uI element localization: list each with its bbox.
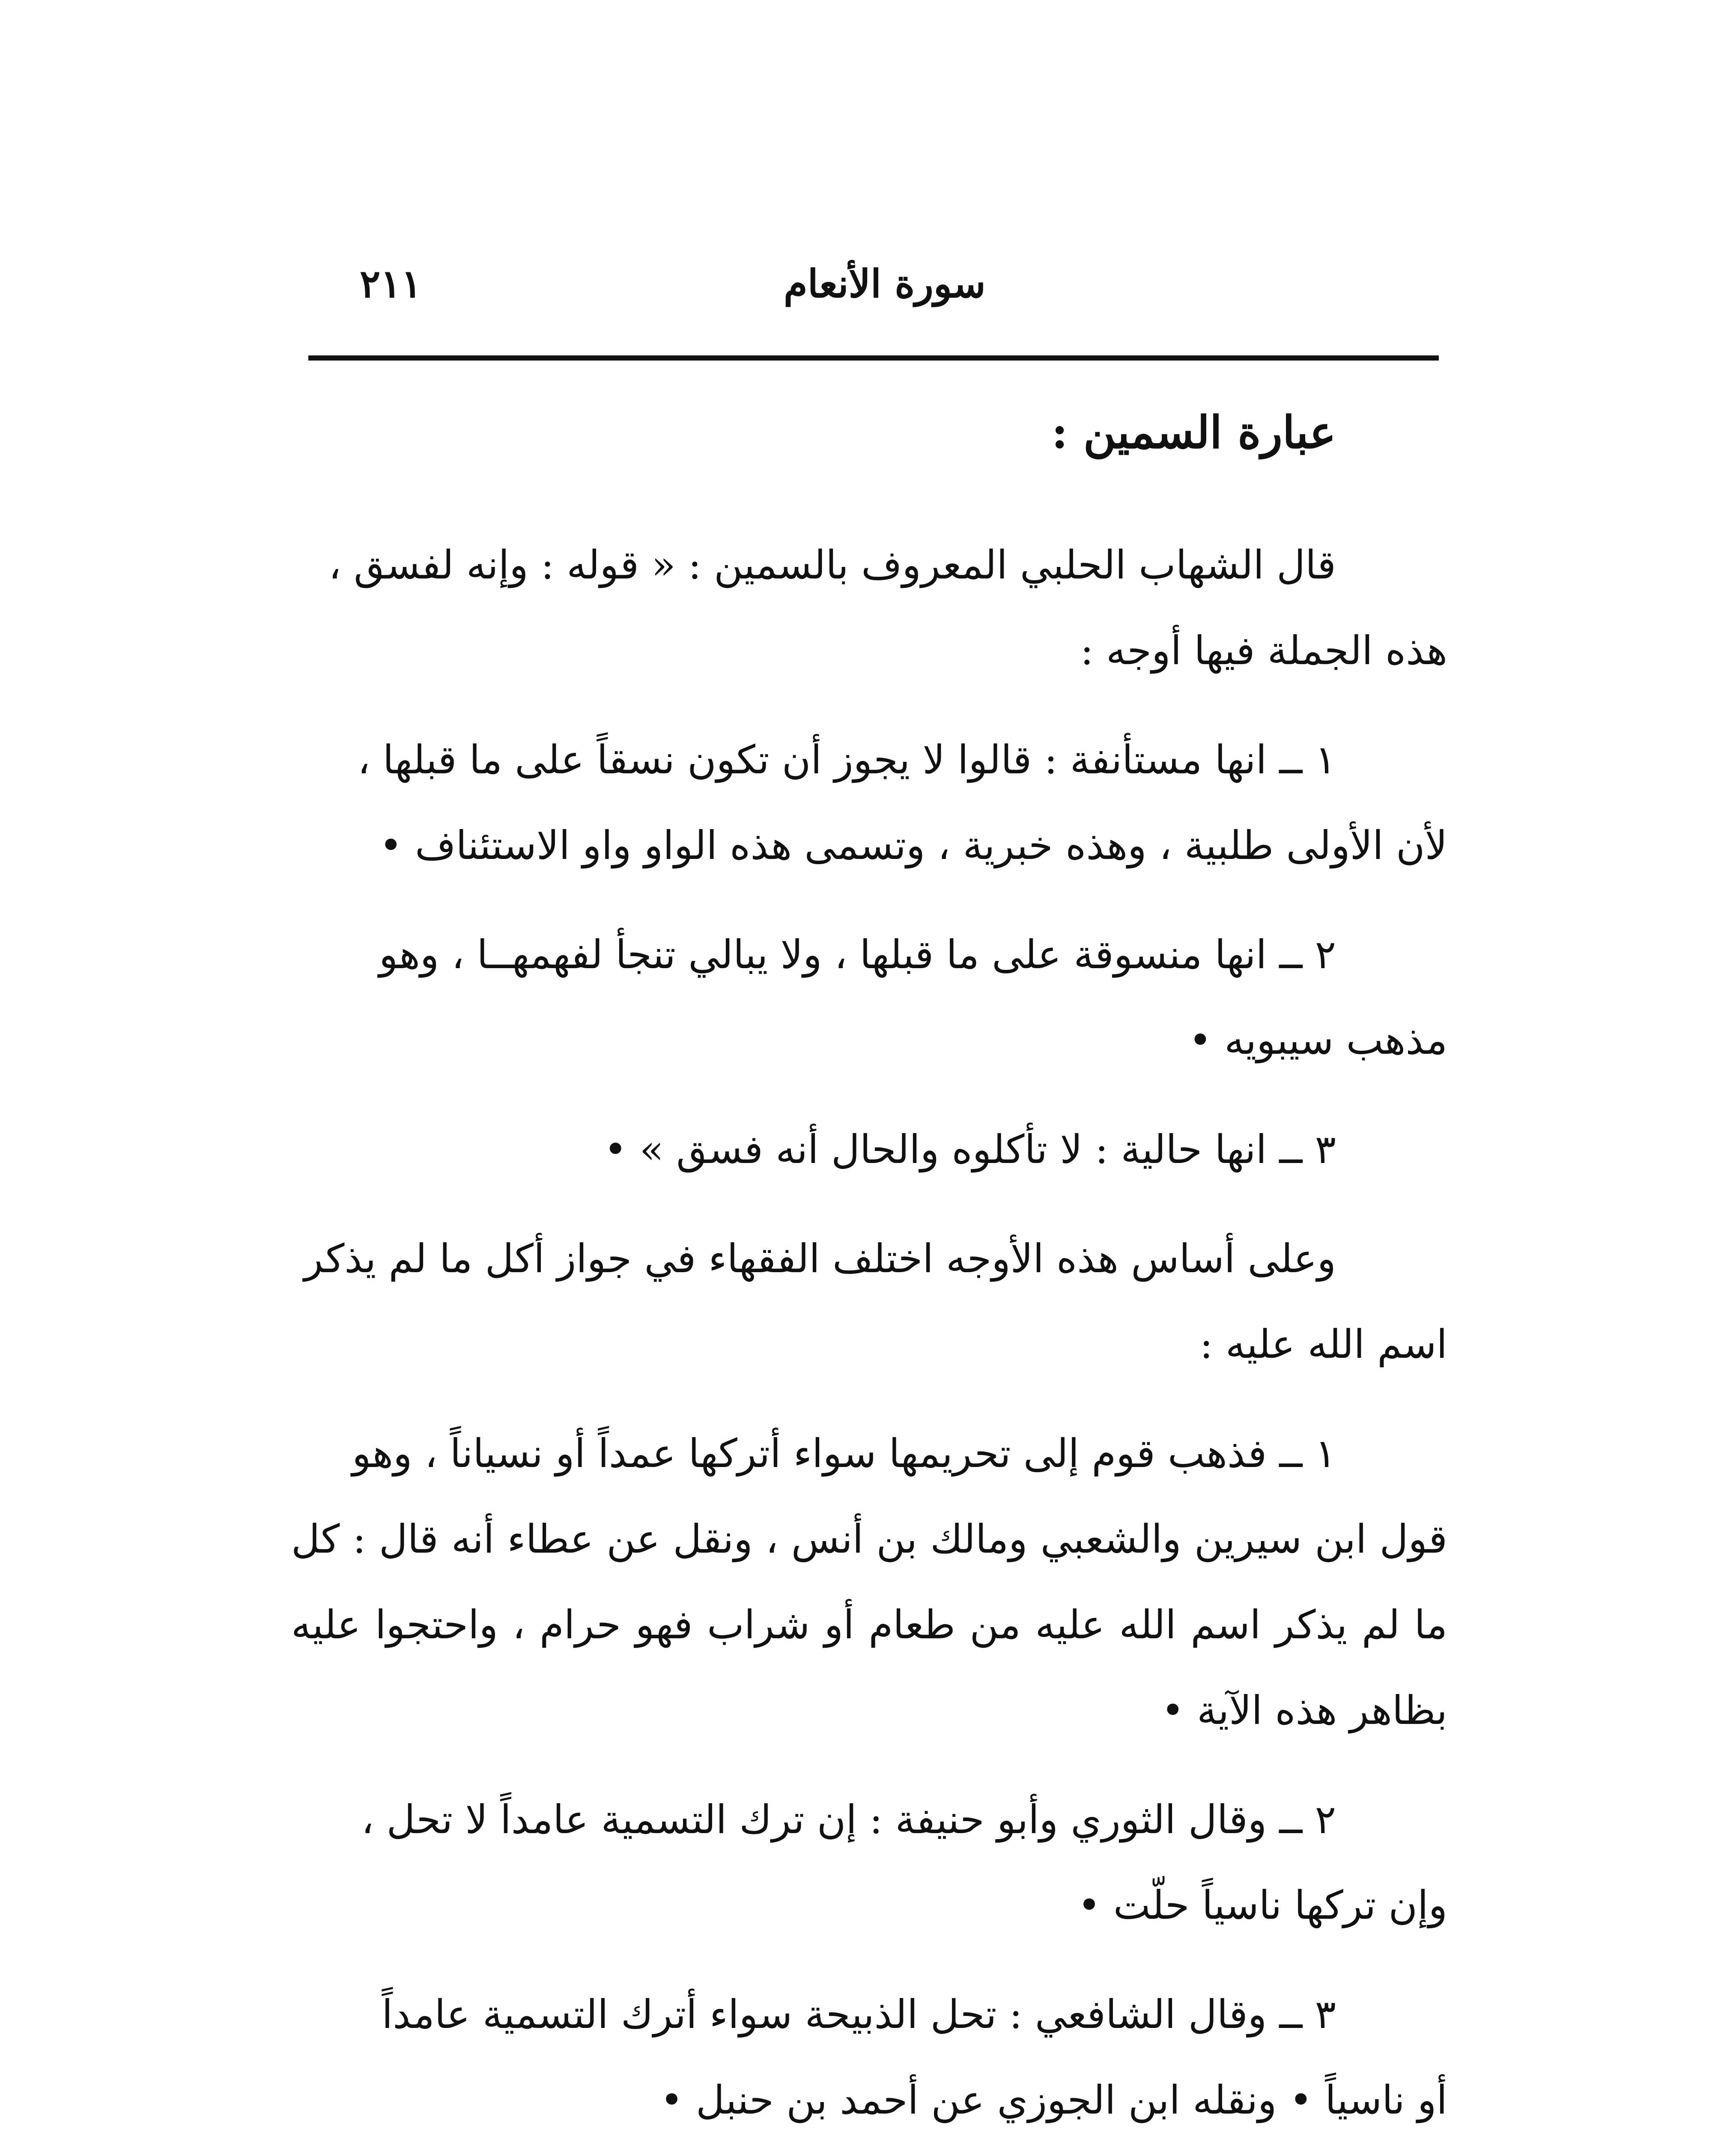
paragraph bbox=[291, 717, 1447, 889]
page-number: ٢١١ bbox=[360, 261, 422, 307]
paragraph bbox=[291, 1972, 1447, 2141]
paragraph-text: مذهب سيبويه • bbox=[1188, 1017, 1447, 1063]
page-body bbox=[291, 398, 1447, 2141]
paragraph-text: وإن تركها ناسياً حلّت • bbox=[1077, 1882, 1447, 1928]
paragraph-text: قول ابن سيرين والشعبي ومالك بن أنس ، ونقل عن عطاء أنه قال : كل ما لم يذكر اسم الله عليه من طعام أو شراب فهو حرام ، واحتجوا عليه بظاهر هذه الآية • bbox=[291, 1516, 1447, 1733]
paragraph-text: لأن الأولى طلبية ، وهذه خبرية ، وتسمى هذه الواو واو الاستئناف • bbox=[379, 823, 1447, 868]
paragraph-text: هذه الجملة فيها أوجه : bbox=[1080, 628, 1447, 674]
running-title: سورة الأنعام bbox=[784, 261, 986, 307]
page-header bbox=[308, 253, 1439, 317]
paragraph-first-line: ١ ــ انها مستأنفة : قالوا لا يجوز أن تكون نسقاً على ما قبلها ، bbox=[357, 737, 1336, 783]
paragraph bbox=[291, 1411, 1447, 1753]
paragraph-first-line: قال الشهاب الحلبي المعروف بالسمين : « قوله : وإنه لفسق ، bbox=[328, 542, 1336, 588]
paragraph bbox=[291, 912, 1447, 1083]
paragraph-text: اسم الله عليه : bbox=[1199, 1321, 1447, 1367]
paragraph-first-line: وعلى أساس هذه الأوجه اختلف الفقهاء في جواز أكل ما لم يذكر bbox=[304, 1236, 1336, 1282]
paragraph-first-line: ٣ ــ وقال الشافعي : تحل الذبيحة سواء أترك التسمية عامداً bbox=[382, 1992, 1336, 2037]
section-heading: عبارة السمين : bbox=[1051, 406, 1336, 459]
paragraph bbox=[291, 1777, 1447, 1948]
paragraph bbox=[291, 522, 1447, 694]
paragraph-first-line: ٣ ــ انها حالية : لا تأكلوه والحال أنه فسق » • bbox=[604, 1127, 1336, 1172]
paragraph-first-line: ٢ ــ وقال الثوري وأبو حنيفة : إن ترك التسمية عامداً لا تحل ، bbox=[361, 1797, 1336, 1843]
paragraph-text: أو ناسياً • ونقله ابن الجوزي عن أحمد بن حنبل • bbox=[660, 2077, 1447, 2123]
paragraph bbox=[291, 1107, 1447, 1193]
header-divider bbox=[308, 355, 1439, 361]
paragraph bbox=[291, 1216, 1447, 1387]
paragraph-first-line: ١ ــ فذهب قوم إلى تحريمها سواء أتركها عمداً أو نسياناً ، وهو bbox=[352, 1431, 1336, 1476]
paragraph-first-line: ٢ ــ انها منسوقة على ما قبلها ، ولا يبالي تنجأ لفهمهــا ، وهو bbox=[379, 932, 1336, 978]
